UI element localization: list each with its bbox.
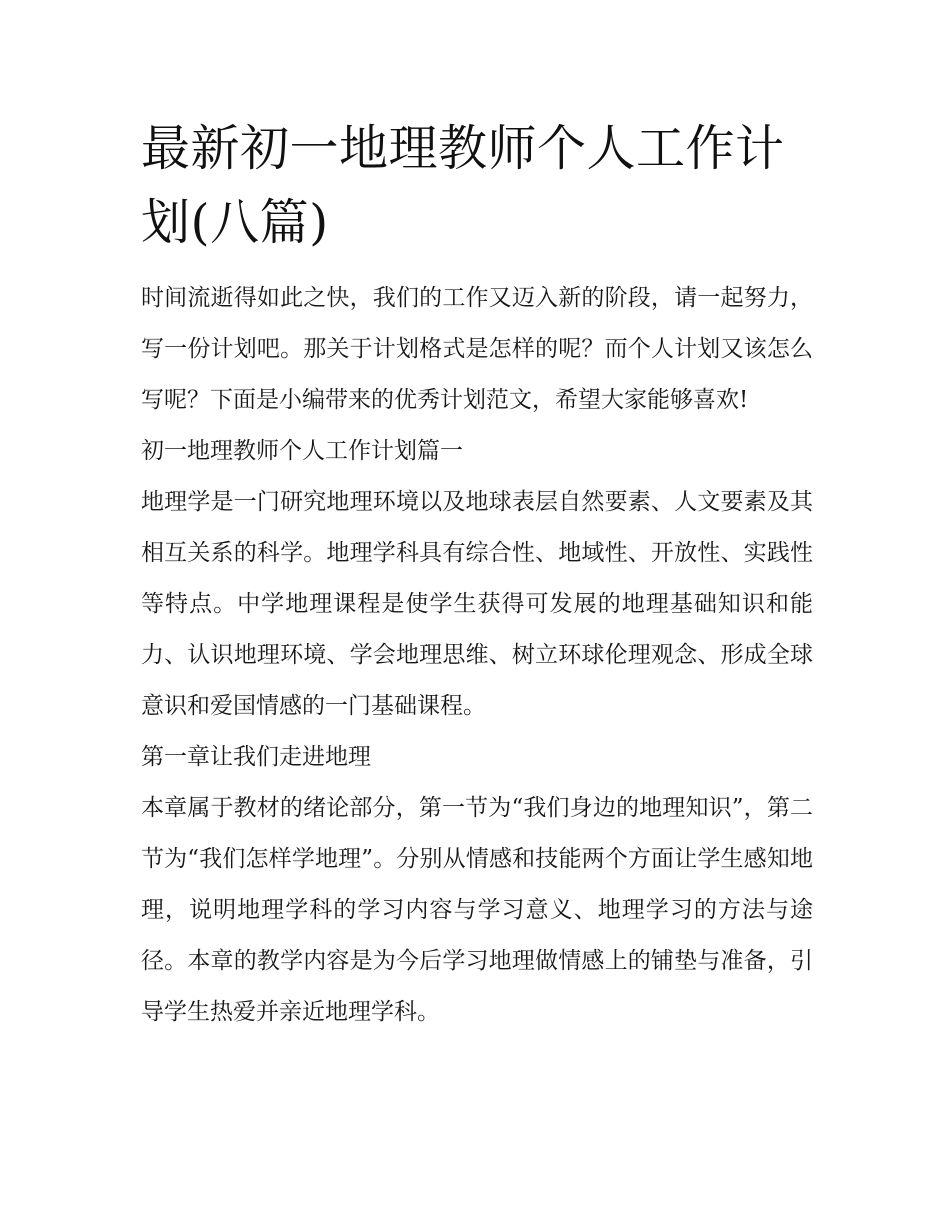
intro-paragraph: 时间流逝得如此之快，我们的工作又迈入新的阶段，请一起努力，写一份计划吧。那关于计划格式是怎样的呢？而个人计划又该怎么写呢？下面是小编带来的优秀计划范文，希望大家能够喜欢! (141, 285, 813, 413)
document-body (141, 112, 813, 1038)
body-paragraph-chapter-one: 本章属于教材的绪论部分，第一节为“我们身边的地理知识”，第二节为“我们怎样学地理”。分别从情感和技能两个方面让学生感知地理，说明地理学科的学习内容与学习意义、地理学习的方法与途径。本章的教学内容是为今后学习地理做情感上的铺垫与准备，引导学生热爱并亲近地理学科。 (141, 795, 813, 1025)
chapter-heading: 第一章让我们走进地理 (141, 744, 371, 770)
body-paragraph-geography: 地理学是一门研究地理环境以及地球表层自然要素、人文要素及其相互关系的科学。地理学科具有综合性、地域性、开放性、实践性等特点。中学地理课程是使学生获得可发展的地理基础知识和能力、认识地理环境、学会地理思维、树立环球伦理观念、形成全球意识和爱国情感的一门基础课程。 (141, 489, 813, 719)
document-title: 最新初一地理教师个人工作计划(八篇) (141, 120, 785, 251)
section-heading: 初一地理教师个人工作计划篇一 (141, 438, 463, 464)
